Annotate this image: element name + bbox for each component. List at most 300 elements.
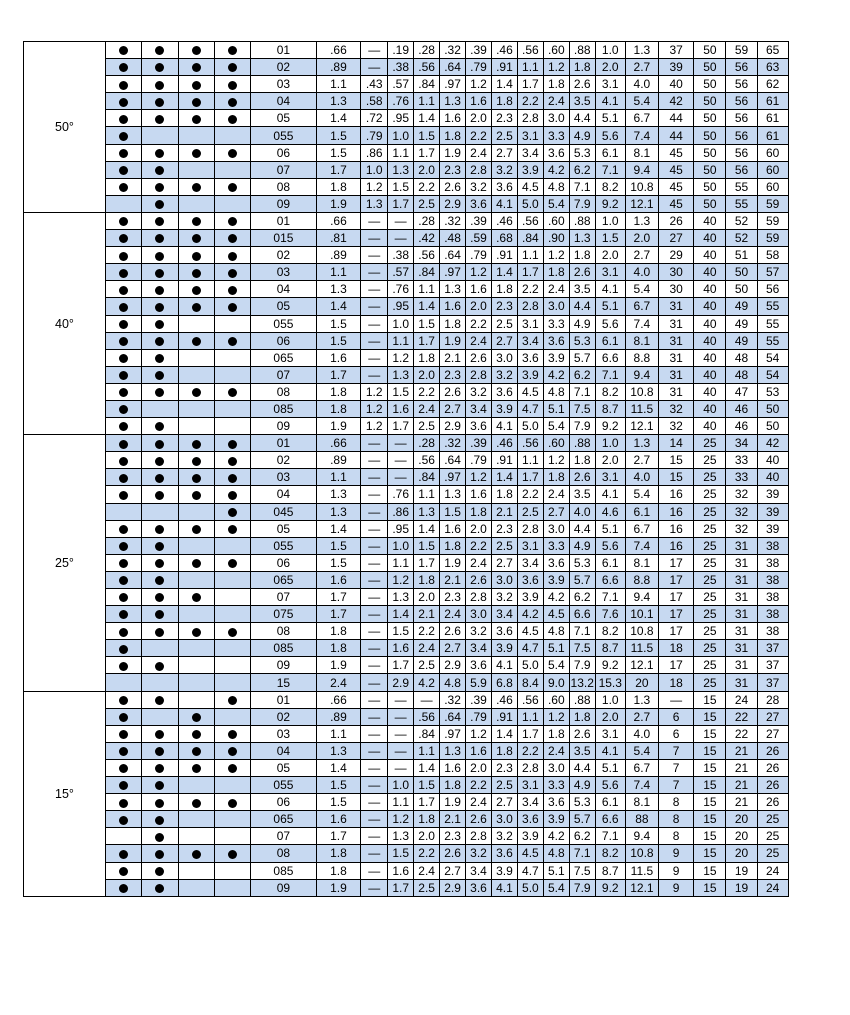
bullet-dot-icon <box>155 217 164 226</box>
availability-cell <box>178 862 214 879</box>
bullet-dot-icon <box>119 422 128 431</box>
value-cell: .58 <box>361 93 388 110</box>
value-cell: 1.1 <box>388 332 414 349</box>
availability-cell <box>214 742 250 759</box>
value-cell: .28 <box>414 212 440 229</box>
availability-cell <box>105 777 141 794</box>
value-cell: 40 <box>694 298 726 315</box>
value-cell: — <box>361 828 388 845</box>
availability-cell <box>142 230 178 247</box>
value-cell: — <box>361 691 388 708</box>
value-cell: .42 <box>414 230 440 247</box>
value-cell: 38 <box>757 537 788 554</box>
value-cell: 2.7 <box>625 59 658 76</box>
value-cell: 4.0 <box>569 503 595 520</box>
bullet-dot-icon <box>228 525 237 534</box>
value-cell: .79 <box>361 127 388 144</box>
value-cell: 1.4 <box>316 520 361 537</box>
value-cell: 2.5 <box>414 195 440 212</box>
availability-cell <box>178 161 214 178</box>
value-cell: 61 <box>757 127 788 144</box>
value-cell: .39 <box>466 42 492 59</box>
value-cell: 2.0 <box>595 452 625 469</box>
bullet-dot-icon <box>192 98 201 107</box>
bullet-dot-icon <box>155 252 164 261</box>
bullet-dot-icon <box>119 81 128 90</box>
value-cell: 5.6 <box>595 777 625 794</box>
value-cell: 2.2 <box>414 383 440 400</box>
value-cell: 26 <box>659 212 694 229</box>
value-cell: 3.3 <box>543 315 569 332</box>
table-row <box>24 486 820 503</box>
value-cell: .39 <box>466 691 492 708</box>
value-cell: 2.7 <box>491 794 517 811</box>
value-cell: 4.8 <box>543 383 569 400</box>
value-cell: 25 <box>694 640 726 657</box>
value-cell: 61 <box>757 110 788 127</box>
value-cell: 4.2 <box>414 674 440 691</box>
value-cell: 4.4 <box>569 298 595 315</box>
value-cell: 7.1 <box>569 178 595 195</box>
table-row <box>24 178 820 195</box>
value-cell: 2.5 <box>414 657 440 674</box>
availability-cell <box>142 178 178 195</box>
bullet-dot-icon <box>155 696 164 705</box>
bullet-dot-icon <box>192 628 201 637</box>
value-cell: 9 <box>659 879 694 896</box>
value-cell: — <box>388 759 414 776</box>
value-cell: 17 <box>659 589 694 606</box>
value-cell: 5.0 <box>517 879 543 896</box>
value-cell: 40 <box>694 400 726 417</box>
value-cell: .97 <box>440 469 466 486</box>
value-cell: 1.3 <box>388 366 414 383</box>
value-cell: 2.3 <box>491 520 517 537</box>
value-cell: 49 <box>726 298 757 315</box>
bullet-dot-icon <box>119 474 128 483</box>
value-cell: 1.5 <box>316 332 361 349</box>
bullet-dot-icon <box>119 730 128 739</box>
value-cell: .88 <box>569 212 595 229</box>
availability-cell <box>178 879 214 896</box>
value-cell: 26 <box>757 794 788 811</box>
value-cell: 1.3 <box>316 93 361 110</box>
value-cell: 31 <box>726 571 757 588</box>
availability-cell <box>142 725 178 742</box>
bullet-dot-icon <box>119 320 128 329</box>
value-cell: .88 <box>569 42 595 59</box>
value-cell: 3.2 <box>466 178 492 195</box>
value-cell: 9.4 <box>625 828 658 845</box>
value-cell: 25 <box>694 520 726 537</box>
value-cell: 19 <box>726 862 757 879</box>
value-cell: 1.1 <box>414 486 440 503</box>
table-row <box>24 862 820 879</box>
value-cell: 3.3 <box>543 777 569 794</box>
value-cell: 3.5 <box>569 742 595 759</box>
availability-cell <box>178 59 214 76</box>
value-cell: 2.3 <box>440 366 466 383</box>
bullet-dot-icon <box>119 98 128 107</box>
value-cell: — <box>388 212 414 229</box>
value-cell: 1.3 <box>316 486 361 503</box>
value-cell: 38 <box>757 606 788 623</box>
bullet-dot-icon <box>228 149 237 158</box>
value-cell: 3.2 <box>466 623 492 640</box>
value-cell: 1.6 <box>388 400 414 417</box>
bullet-dot-icon <box>228 252 237 261</box>
value-cell: 40 <box>694 281 726 298</box>
value-cell: 4.8 <box>543 845 569 862</box>
value-cell: 5.3 <box>569 554 595 571</box>
availability-cell <box>178 708 214 725</box>
availability-cell <box>142 657 178 674</box>
bullet-dot-icon <box>228 696 237 705</box>
nozzle-code-cell: 085 <box>251 400 316 417</box>
value-cell: 3.1 <box>517 777 543 794</box>
value-cell: .56 <box>414 59 440 76</box>
value-cell: 60 <box>757 161 788 178</box>
value-cell: 48 <box>726 349 757 366</box>
availability-cell <box>105 674 141 691</box>
availability-cell <box>142 606 178 623</box>
value-cell: — <box>361 298 388 315</box>
availability-cell <box>178 264 214 281</box>
bullet-dot-icon <box>119 747 128 756</box>
availability-cell <box>178 298 214 315</box>
value-cell: 3.2 <box>491 828 517 845</box>
availability-cell <box>214 486 250 503</box>
value-cell: 9 <box>659 845 694 862</box>
availability-cell <box>142 862 178 879</box>
availability-cell <box>142 93 178 110</box>
value-cell: .32 <box>440 212 466 229</box>
availability-cell <box>142 366 178 383</box>
availability-cell <box>142 845 178 862</box>
bullet-dot-icon <box>119 269 128 278</box>
availability-cell <box>178 742 214 759</box>
value-cell: 56 <box>726 76 757 93</box>
value-cell: 59 <box>726 42 757 59</box>
bullet-dot-icon <box>192 234 201 243</box>
value-cell: 1.3 <box>316 742 361 759</box>
value-cell: 4.7 <box>517 400 543 417</box>
bullet-dot-icon <box>155 166 164 175</box>
value-cell: 7.9 <box>569 657 595 674</box>
availability-cell <box>142 589 178 606</box>
availability-cell <box>178 366 214 383</box>
value-cell: 3.9 <box>517 589 543 606</box>
value-cell: 2.7 <box>543 503 569 520</box>
nozzle-code-cell: 04 <box>251 742 316 759</box>
table-row <box>24 469 820 486</box>
value-cell: 2.6 <box>569 264 595 281</box>
value-cell: — <box>361 212 388 229</box>
value-cell: 31 <box>659 383 694 400</box>
value-cell: 4.2 <box>543 161 569 178</box>
bullet-dot-icon <box>228 286 237 295</box>
bullet-dot-icon <box>155 764 164 773</box>
bullet-dot-icon <box>155 491 164 500</box>
value-cell: 17 <box>659 571 694 588</box>
bullet-dot-icon <box>228 508 237 517</box>
bullet-dot-icon <box>119 46 128 55</box>
value-cell: 7.5 <box>569 640 595 657</box>
availability-cell <box>105 110 141 127</box>
spray-angle-label: 15° <box>24 691 106 896</box>
table-row <box>24 315 820 332</box>
value-cell: 3.3 <box>543 537 569 554</box>
nozzle-code-cell: 04 <box>251 486 316 503</box>
value-cell: 1.6 <box>466 93 492 110</box>
value-cell: — <box>361 623 388 640</box>
value-cell: 4.0 <box>625 76 658 93</box>
value-cell: 1.1 <box>388 794 414 811</box>
value-cell: 3.9 <box>543 811 569 828</box>
availability-cell <box>105 554 141 571</box>
bullet-dot-icon <box>155 269 164 278</box>
value-cell: 1.2 <box>543 59 569 76</box>
value-cell: 2.7 <box>491 332 517 349</box>
value-cell: — <box>361 589 388 606</box>
nozzle-code-cell: 06 <box>251 554 316 571</box>
value-cell: 2.1 <box>440 349 466 366</box>
value-cell: 4.5 <box>517 178 543 195</box>
value-cell: .81 <box>316 230 361 247</box>
value-cell: 25 <box>694 554 726 571</box>
bullet-dot-icon <box>119 867 128 876</box>
bullet-dot-icon <box>192 440 201 449</box>
value-cell: 17 <box>659 657 694 674</box>
availability-cell <box>178 178 214 195</box>
availability-cell <box>214 42 250 59</box>
value-cell: 24 <box>726 691 757 708</box>
value-cell: 25 <box>694 674 726 691</box>
value-cell: 7 <box>659 759 694 776</box>
value-cell: 5.4 <box>625 486 658 503</box>
availability-cell <box>142 349 178 366</box>
value-cell: 1.9 <box>316 418 361 435</box>
bullet-dot-icon <box>155 354 164 363</box>
availability-cell <box>178 349 214 366</box>
value-cell: 1.2 <box>388 571 414 588</box>
value-cell: 8 <box>659 828 694 845</box>
bullet-dot-icon <box>228 491 237 500</box>
value-cell: 3.4 <box>517 144 543 161</box>
value-cell: 1.3 <box>440 281 466 298</box>
value-cell: 6.6 <box>595 811 625 828</box>
value-cell: 4.1 <box>595 742 625 759</box>
value-cell: 5.1 <box>595 298 625 315</box>
availability-cell <box>142 503 178 520</box>
value-cell: 5.7 <box>569 571 595 588</box>
table-row <box>24 623 820 640</box>
availability-cell <box>178 315 214 332</box>
availability-cell <box>105 332 141 349</box>
value-cell: 10.8 <box>625 383 658 400</box>
value-cell: 2.0 <box>625 230 658 247</box>
value-cell: 8.7 <box>595 862 625 879</box>
table-row <box>24 435 820 452</box>
availability-cell <box>142 623 178 640</box>
value-cell: 2.7 <box>625 708 658 725</box>
value-cell: 2.4 <box>543 486 569 503</box>
value-cell: 6.6 <box>595 571 625 588</box>
availability-cell <box>178 606 214 623</box>
nozzle-code-cell: 03 <box>251 76 316 93</box>
nozzle-code-cell: 09 <box>251 879 316 896</box>
value-cell: .46 <box>491 42 517 59</box>
value-cell: — <box>388 742 414 759</box>
value-cell: 9 <box>659 862 694 879</box>
value-cell: — <box>361 520 388 537</box>
availability-cell <box>214 298 250 315</box>
value-cell: 2.1 <box>414 606 440 623</box>
bullet-dot-icon <box>155 371 164 380</box>
value-cell: 1.2 <box>466 469 492 486</box>
value-cell: 14 <box>659 435 694 452</box>
value-cell: .48 <box>440 230 466 247</box>
availability-cell <box>178 691 214 708</box>
nozzle-code-cell: 09 <box>251 195 316 212</box>
availability-cell <box>178 195 214 212</box>
value-cell: 50 <box>694 59 726 76</box>
availability-cell <box>105 264 141 281</box>
value-cell: 50 <box>694 93 726 110</box>
value-cell: 4.5 <box>517 623 543 640</box>
value-cell: 5.6 <box>595 537 625 554</box>
value-cell: 60 <box>757 178 788 195</box>
table-row <box>24 93 820 110</box>
value-cell: 50 <box>694 161 726 178</box>
availability-cell <box>214 247 250 264</box>
value-cell: 9.4 <box>625 366 658 383</box>
value-cell: 17 <box>659 554 694 571</box>
value-cell: — <box>361 59 388 76</box>
availability-cell <box>142 161 178 178</box>
value-cell: 2.4 <box>316 674 361 691</box>
value-cell: 2.1 <box>491 503 517 520</box>
value-cell: 7 <box>659 742 694 759</box>
value-cell: 2.8 <box>466 589 492 606</box>
value-cell: 3.6 <box>543 144 569 161</box>
value-cell: 1.5 <box>388 623 414 640</box>
value-cell: 26 <box>757 742 788 759</box>
bullet-dot-icon <box>155 884 164 893</box>
value-cell: 55 <box>726 195 757 212</box>
value-cell: 3.1 <box>517 315 543 332</box>
availability-cell <box>214 691 250 708</box>
availability-cell <box>214 537 250 554</box>
bullet-dot-icon <box>228 98 237 107</box>
value-cell: 7.6 <box>595 606 625 623</box>
value-cell: 27 <box>757 725 788 742</box>
value-cell: 22 <box>726 725 757 742</box>
value-cell: 3.9 <box>491 862 517 879</box>
nozzle-code-cell: 02 <box>251 247 316 264</box>
value-cell: 1.7 <box>316 366 361 383</box>
value-cell: 2.6 <box>466 349 492 366</box>
value-cell: 15 <box>694 759 726 776</box>
bullet-dot-icon <box>155 337 164 346</box>
value-cell: 6.7 <box>625 759 658 776</box>
value-cell: 1.9 <box>440 332 466 349</box>
nozzle-code-cell: 045 <box>251 503 316 520</box>
bullet-dot-icon <box>155 781 164 790</box>
value-cell: 25 <box>757 828 788 845</box>
value-cell: 9.2 <box>595 195 625 212</box>
bullet-dot-icon <box>192 81 201 90</box>
value-cell: 55 <box>757 315 788 332</box>
value-cell: 1.8 <box>414 571 440 588</box>
value-cell: 1.8 <box>316 623 361 640</box>
availability-cell <box>178 332 214 349</box>
value-cell: 8 <box>659 811 694 828</box>
availability-cell <box>142 674 178 691</box>
value-cell: .79 <box>466 708 492 725</box>
value-cell: .79 <box>466 247 492 264</box>
value-cell: 40 <box>694 230 726 247</box>
bullet-dot-icon <box>155 662 164 671</box>
value-cell: — <box>361 845 388 862</box>
value-cell: 18 <box>659 640 694 657</box>
bullet-dot-icon <box>119 662 128 671</box>
value-cell: 1.0 <box>388 777 414 794</box>
value-cell: 5.1 <box>595 759 625 776</box>
availability-cell <box>214 195 250 212</box>
value-cell: 1.4 <box>491 264 517 281</box>
table-row <box>24 571 820 588</box>
value-cell: 46 <box>726 418 757 435</box>
value-cell: 2.0 <box>595 708 625 725</box>
value-cell: 3.1 <box>517 127 543 144</box>
value-cell: 6.2 <box>569 366 595 383</box>
value-cell: 5.1 <box>543 862 569 879</box>
value-cell: — <box>361 742 388 759</box>
value-cell: 3.0 <box>491 571 517 588</box>
value-cell: 2.5 <box>414 418 440 435</box>
value-cell: — <box>361 725 388 742</box>
nozzle-code-cell: 085 <box>251 862 316 879</box>
value-cell: 1.7 <box>414 332 440 349</box>
value-cell: .79 <box>466 59 492 76</box>
value-cell: .64 <box>440 247 466 264</box>
value-cell: 50 <box>694 195 726 212</box>
value-cell: 8.1 <box>625 332 658 349</box>
value-cell: 3.2 <box>466 845 492 862</box>
value-cell: 6.1 <box>595 794 625 811</box>
value-cell: 2.6 <box>569 76 595 93</box>
value-cell: .38 <box>388 247 414 264</box>
availability-cell <box>178 486 214 503</box>
nozzle-code-cell: 055 <box>251 537 316 554</box>
value-cell: 15 <box>694 811 726 828</box>
value-cell: 52 <box>726 230 757 247</box>
value-cell: 5.4 <box>625 93 658 110</box>
availability-cell <box>105 589 141 606</box>
value-cell: 46 <box>726 400 757 417</box>
availability-cell <box>142 794 178 811</box>
value-cell: .95 <box>388 520 414 537</box>
value-cell: 3.6 <box>517 571 543 588</box>
availability-cell <box>142 59 178 76</box>
value-cell: 3.0 <box>491 349 517 366</box>
value-cell: 10.1 <box>625 606 658 623</box>
availability-cell <box>105 59 141 76</box>
bullet-dot-icon <box>119 645 128 654</box>
availability-cell <box>142 400 178 417</box>
bullet-dot-icon <box>155 833 164 842</box>
